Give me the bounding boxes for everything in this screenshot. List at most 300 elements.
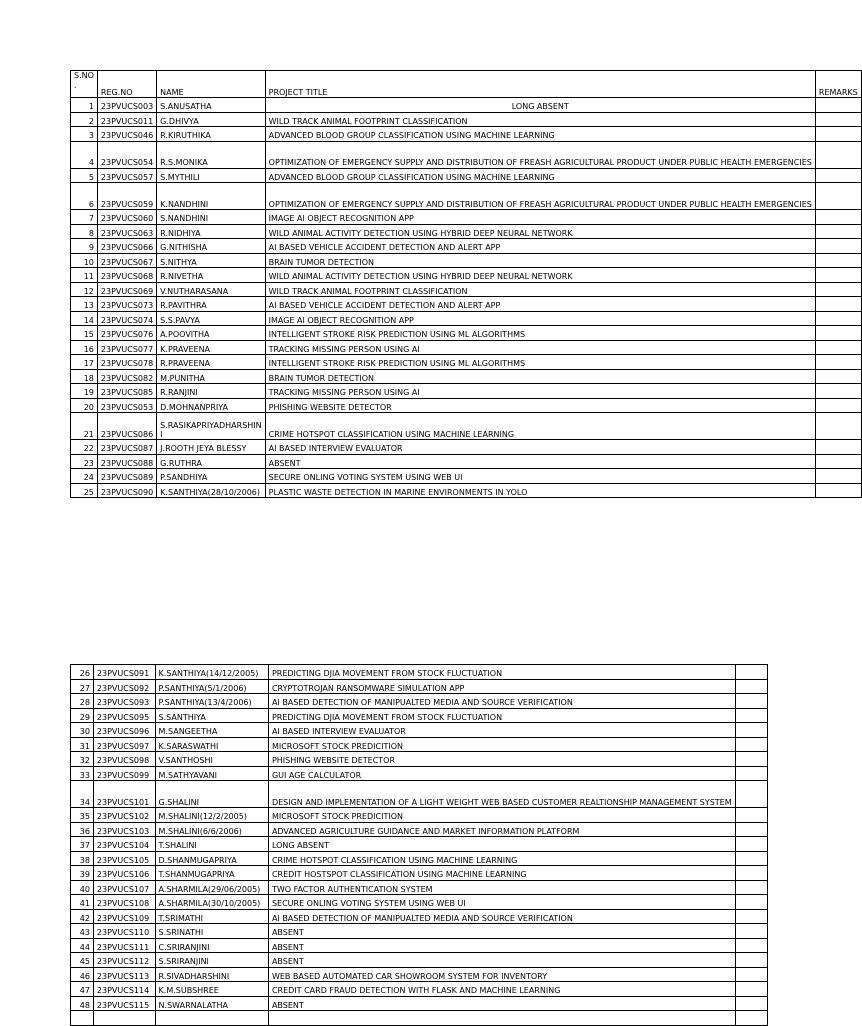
- cell-project-title: WILD TRACK ANIMAL FOOTPRINT CLASSIFICATION: [265, 112, 815, 127]
- cell-remarks: [735, 808, 767, 823]
- cell-project-title: TRACKING MISSING PERSON USING AI: [265, 384, 815, 399]
- cell-name: [155, 1011, 268, 1026]
- cell-name: R.NIVETHA: [157, 268, 265, 283]
- header-project-title: PROJECT TITLE: [265, 71, 815, 98]
- cell-sno: 21: [71, 413, 98, 440]
- table-row: [71, 398, 862, 413]
- cell-project-title: LONG ABSENT: [265, 98, 815, 113]
- table-row: [71, 880, 768, 895]
- cell-remarks: [815, 297, 861, 312]
- cell-project-title: ADVANCED AGRICULTURE GUIDANCE AND MARKET INFORMATION PLATFORM: [268, 822, 735, 837]
- cell-name: M.PUNITHA: [157, 369, 265, 384]
- table-header-row: [71, 71, 862, 98]
- cell-remarks: [735, 938, 767, 953]
- cell-regno: 23PVUCS103: [93, 822, 155, 837]
- cell-regno: 23PVUCS076: [97, 326, 156, 341]
- cell-regno: 23PVUCS090: [97, 483, 156, 498]
- cell-regno: 23PVUCS106: [93, 866, 155, 881]
- cell-remarks: [735, 723, 767, 738]
- cell-remarks: [815, 483, 861, 498]
- cell-regno: 23PVUCS054: [97, 141, 156, 168]
- cell-remarks: [815, 168, 861, 183]
- table-row: [71, 384, 862, 399]
- cell-regno: 23PVUCS092: [93, 679, 155, 694]
- table-row: [71, 752, 768, 767]
- cell-name: G.DHIVYA: [157, 112, 265, 127]
- cell-project-title: ABSENT: [268, 996, 735, 1011]
- cell-name: S.MYTHILI: [157, 168, 265, 183]
- cell-sno: 7: [71, 210, 98, 225]
- table-row: [71, 340, 862, 355]
- cell-remarks: [815, 355, 861, 370]
- cell-remarks: [735, 895, 767, 910]
- cell-regno: 23PVUCS104: [93, 837, 155, 852]
- cell-sno: 33: [71, 766, 94, 781]
- cell-regno: 23PVUCS089: [97, 469, 156, 484]
- cell-regno: [93, 1011, 155, 1026]
- table-row: [71, 924, 768, 939]
- cell-regno: 23PVUCS082: [97, 369, 156, 384]
- cell-name: R.NIDHIYA: [157, 224, 265, 239]
- cell-project-title: MICROSOFT STOCK PREDICITION: [268, 737, 735, 752]
- cell-remarks: [735, 708, 767, 723]
- cell-regno: 23PVUCS078: [97, 355, 156, 370]
- cell-regno: 23PVUCS060: [97, 210, 156, 225]
- cell-remarks: [815, 326, 861, 341]
- cell-remarks: [815, 98, 861, 113]
- cell-remarks: [815, 454, 861, 469]
- cell-sno: 5: [71, 168, 98, 183]
- cell-regno: 23PVUCS003: [97, 98, 156, 113]
- cell-sno: 36: [71, 822, 94, 837]
- cell-remarks: [815, 469, 861, 484]
- cell-remarks: [815, 384, 861, 399]
- table-row: [71, 355, 862, 370]
- table-row: [71, 967, 768, 982]
- cell-sno: 8: [71, 224, 98, 239]
- cell-project-title: AI BASED INTERVIEW EVALUATOR: [268, 723, 735, 738]
- cell-regno: 23PVUCS086: [97, 413, 156, 440]
- cell-regno: 23PVUCS057: [97, 168, 156, 183]
- cell-sno: 17: [71, 355, 98, 370]
- cell-name: S.SANTHIYA: [155, 708, 268, 723]
- cell-sno: 13: [71, 297, 98, 312]
- cell-sno: 10: [71, 253, 98, 268]
- cell-name: S.S.PAVYA: [157, 311, 265, 326]
- table-row: [71, 953, 768, 968]
- table-row: [71, 469, 862, 484]
- project-table-part-1: [70, 70, 862, 498]
- header-sno: S.NO .: [71, 71, 98, 98]
- cell-remarks: [815, 141, 861, 168]
- cell-remarks: [815, 224, 861, 239]
- cell-project-title: WEB BASED AUTOMATED CAR SHOWROOM SYSTEM FOR INVENTORY: [268, 967, 735, 982]
- cell-project-title: ABSENT: [268, 938, 735, 953]
- cell-sno: 35: [71, 808, 94, 823]
- cell-remarks: [735, 996, 767, 1011]
- cell-name: V.NUTHARASANA: [157, 282, 265, 297]
- cell-name: P.SANDHIYA: [157, 469, 265, 484]
- cell-regno: 23PVUCS077: [97, 340, 156, 355]
- cell-project-title: AI BASED VEHICLE ACCIDENT DETECTION AND ALERT APP: [265, 297, 815, 312]
- cell-regno: 23PVUCS069: [97, 282, 156, 297]
- table-row: [71, 851, 768, 866]
- cell-remarks: [735, 837, 767, 852]
- cell-sno: 14: [71, 311, 98, 326]
- cell-remarks: [815, 282, 861, 297]
- cell-remarks: [815, 440, 861, 455]
- table-row: [71, 679, 768, 694]
- cell-name: C.SRIRANJINI: [155, 938, 268, 953]
- cell-name: R.KIRUTHIKA: [157, 127, 265, 142]
- cell-project-title: [268, 1011, 735, 1026]
- cell-regno: 23PVUCS093: [93, 694, 155, 709]
- cell-sno: 43: [71, 924, 94, 939]
- cell-name: K.SARASWATHI: [155, 737, 268, 752]
- cell-project-title: ABSENT: [265, 454, 815, 469]
- cell-remarks: [735, 781, 767, 808]
- cell-name: S.NANDHINI: [157, 210, 265, 225]
- cell-regno: 23PVUCS105: [93, 851, 155, 866]
- cell-regno: 23PVUCS098: [93, 752, 155, 767]
- cell-regno: 23PVUCS059: [97, 183, 156, 210]
- project-table-part-2: [70, 664, 768, 1026]
- cell-sno: 15: [71, 326, 98, 341]
- cell-name: D.SHANMUGAPRIYA: [155, 851, 268, 866]
- cell-project-title: IMAGE AI OBJECT RECOGNITION APP: [265, 210, 815, 225]
- cell-regno: 23PVUCS102: [93, 808, 155, 823]
- cell-name: T.SRIMATHI: [155, 909, 268, 924]
- cell-regno: 23PVUCS053: [97, 398, 156, 413]
- cell-remarks: [815, 268, 861, 283]
- cell-regno: 23PVUCS113: [93, 967, 155, 982]
- cell-sno: 44: [71, 938, 94, 953]
- table-row: [71, 781, 768, 808]
- cell-regno: 23PVUCS109: [93, 909, 155, 924]
- cell-remarks: [815, 210, 861, 225]
- cell-project-title: LONG ABSENT: [268, 837, 735, 852]
- table-row: [71, 996, 768, 1011]
- cell-regno: 23PVUCS066: [97, 239, 156, 254]
- table-row: [71, 210, 862, 225]
- table-row: [71, 440, 862, 455]
- cell-project-title: PHISHING WEBSITE DETECTOR: [265, 398, 815, 413]
- table-row: [71, 282, 862, 297]
- cell-regno: 23PVUCS087: [97, 440, 156, 455]
- cell-sno: 31: [71, 737, 94, 752]
- cell-sno: 12: [71, 282, 98, 297]
- cell-regno: 23PVUCS046: [97, 127, 156, 142]
- cell-project-title: DESIGN AND IMPLEMENTATION OF A LIGHT WEIGHT WEB BASED CUSTOMER REALTIONSHIP MANAGEMENT SYSTEM: [268, 781, 735, 808]
- cell-sno: 40: [71, 880, 94, 895]
- cell-name: A.POOVITHA: [157, 326, 265, 341]
- cell-regno: 23PVUCS110: [93, 924, 155, 939]
- cell-project-title: BRAIN TUMOR DETECTION: [265, 369, 815, 384]
- table-row: [71, 723, 768, 738]
- table-row: [71, 98, 862, 113]
- cell-remarks: [735, 665, 767, 680]
- cell-remarks: [815, 369, 861, 384]
- cell-name: M.SHALINI(6/6/2006): [155, 822, 268, 837]
- cell-sno: 26: [71, 665, 94, 680]
- cell-name: T.SHALINI: [155, 837, 268, 852]
- cell-name: T.SHANMUGAPRIYA: [155, 866, 268, 881]
- cell-sno: 30: [71, 723, 94, 738]
- cell-sno: 19: [71, 384, 98, 399]
- cell-project-title: INTELLIGENT STROKE RISK PREDICTION USING ML ALGORITHMS: [265, 355, 815, 370]
- cell-regno: 23PVUCS112: [93, 953, 155, 968]
- cell-name: R.RANJINI: [157, 384, 265, 399]
- cell-remarks: [815, 127, 861, 142]
- cell-regno: 23PVUCS091: [93, 665, 155, 680]
- cell-project-title: OPTIMIZATION OF EMERGENCY SUPPLY AND DISTRIBUTION OF FREASH AGRICULTURAL PRODUCT UNDER PUBLIC HEALTH EMERGENCIES: [265, 183, 815, 210]
- table-row: [71, 112, 862, 127]
- cell-sno: 25: [71, 483, 98, 498]
- cell-project-title: TRACKING MISSING PERSON USING AI: [265, 340, 815, 355]
- cell-project-title: CRYPTOTROJAN RANSOMWARE SIMULATION APP: [268, 679, 735, 694]
- table-row: [71, 909, 768, 924]
- table-row: [71, 297, 862, 312]
- cell-name: S.SRIRANJINI: [155, 953, 268, 968]
- cell-project-title: OPTIMIZATION OF EMERGENCY SUPPLY AND DISTRIBUTION OF FREASH AGRICULTURAL PRODUCT UNDER PUBLIC HEALTH EMERGENCIES: [265, 141, 815, 168]
- table-row: [71, 694, 768, 709]
- cell-remarks: [815, 112, 861, 127]
- table-row: [71, 413, 862, 440]
- cell-sno: 11: [71, 268, 98, 283]
- cell-remarks: [815, 340, 861, 355]
- cell-project-title: IMAGE AI OBJECT RECOGNITION APP: [265, 311, 815, 326]
- cell-sno: 28: [71, 694, 94, 709]
- cell-name: M.SATHYAVANI: [155, 766, 268, 781]
- cell-name: M.SHALINI(12/2/2005): [155, 808, 268, 823]
- table-row: [71, 708, 768, 723]
- cell-name: R.SIVADHARSHINI: [155, 967, 268, 982]
- cell-remarks: [815, 253, 861, 268]
- cell-sno: 9: [71, 239, 98, 254]
- cell-name: D.MOHNANPRIYA: [157, 398, 265, 413]
- table-row: [71, 168, 862, 183]
- cell-regno: 23PVUCS067: [97, 253, 156, 268]
- table-row: [71, 311, 862, 326]
- cell-regno: 23PVUCS097: [93, 737, 155, 752]
- table-row: [71, 938, 768, 953]
- cell-name: A.SHARMILA(29/06/2005): [155, 880, 268, 895]
- cell-remarks: [735, 866, 767, 881]
- cell-sno: 23: [71, 454, 98, 469]
- cell-sno: 47: [71, 982, 94, 997]
- cell-name: K.M.SUBSHREE: [155, 982, 268, 997]
- cell-sno: 20: [71, 398, 98, 413]
- cell-remarks: [735, 851, 767, 866]
- cell-project-title: ADVANCED BLOOD GROUP CLASSIFICATION USING MACHINE LEARNING: [265, 127, 815, 142]
- cell-sno: 6: [71, 183, 98, 210]
- table-row: [71, 141, 862, 168]
- cell-sno: 34: [71, 781, 94, 808]
- cell-sno: [71, 1011, 94, 1026]
- table-row: [71, 737, 768, 752]
- cell-project-title: WILD TRACK ANIMAL FOOTPRINT CLASSIFICATION: [265, 282, 815, 297]
- cell-project-title: ABSENT: [268, 953, 735, 968]
- cell-project-title: CREDIT CARD FRAUD DETECTION WITH FLASK AND MACHINE LEARNING: [268, 982, 735, 997]
- cell-name: R.PRAVEENA: [157, 355, 265, 370]
- cell-name: S.NITHYA: [157, 253, 265, 268]
- cell-sno: 45: [71, 953, 94, 968]
- cell-name: A.SHARMILA(30/10/2005): [155, 895, 268, 910]
- cell-name: S.RASIKAPRIYADHARSHIN I: [157, 413, 265, 440]
- cell-name: P.SANTHIYA(5/1/2006): [155, 679, 268, 694]
- cell-regno: 23PVUCS115: [93, 996, 155, 1011]
- cell-name: K.NANDHINI: [157, 183, 265, 210]
- cell-remarks: [735, 737, 767, 752]
- cell-sno: 41: [71, 895, 94, 910]
- cell-sno: 48: [71, 996, 94, 1011]
- cell-sno: 29: [71, 708, 94, 723]
- cell-regno: 23PVUCS011: [97, 112, 156, 127]
- cell-name: N.SWARNALATHA: [155, 996, 268, 1011]
- cell-project-title: ABSENT: [268, 924, 735, 939]
- cell-project-title: AI BASED INTERVIEW EVALUATOR: [265, 440, 815, 455]
- cell-sno: 37: [71, 837, 94, 852]
- cell-remarks: [735, 679, 767, 694]
- cell-remarks: [815, 183, 861, 210]
- table-row: [71, 369, 862, 384]
- cell-project-title: MICROSOFT STOCK PREDICITION: [268, 808, 735, 823]
- cell-sno: 2: [71, 112, 98, 127]
- table-row: [71, 239, 862, 254]
- cell-name: K.PRAVEENA: [157, 340, 265, 355]
- cell-regno: 23PVUCS068: [97, 268, 156, 283]
- cell-regno: 23PVUCS073: [97, 297, 156, 312]
- cell-regno: 23PVUCS114: [93, 982, 155, 997]
- cell-remarks: [735, 982, 767, 997]
- cell-name: K.SANTHIYA(14/12/2005): [155, 665, 268, 680]
- cell-project-title: SECURE ONLING VOTING SYSTEM USING WEB UI: [268, 895, 735, 910]
- cell-project-title: CRIME HOTSPOT CLASSIFICATION USING MACHINE LEARNING: [265, 413, 815, 440]
- cell-remarks: [735, 953, 767, 968]
- cell-remarks: [735, 822, 767, 837]
- cell-project-title: PREDICTING DJIA MOVEMENT FROM STOCK FLUCTUATION: [268, 665, 735, 680]
- header-regno: REG.NO: [97, 71, 156, 98]
- cell-remarks: [735, 880, 767, 895]
- cell-project-title: CRIME HOTSPOT CLASSIFICATION USING MACHINE LEARNING: [268, 851, 735, 866]
- cell-project-title: GUI AGE CALCULATOR: [268, 766, 735, 781]
- cell-name: R.S.MONIKA: [157, 141, 265, 168]
- table-row: [71, 224, 862, 239]
- cell-project-title: TWO FACTOR AUTHENTICATION SYSTEM: [268, 880, 735, 895]
- cell-remarks: [735, 766, 767, 781]
- cell-project-title: WILD ANIMAL ACTIVITY DETECTION USING HYBRID DEEP NEURAL NETWORK: [265, 224, 815, 239]
- table-row: [71, 183, 862, 210]
- cell-sno: 42: [71, 909, 94, 924]
- cell-project-title: AI BASED DETECTION OF MANIPUALTED MEDIA AND SOURCE VERIFICATION: [268, 694, 735, 709]
- cell-regno: 23PVUCS099: [93, 766, 155, 781]
- cell-project-title: AI BASED DETECTION OF MANIPUALTED MEDIA AND SOURCE VERIFICATION: [268, 909, 735, 924]
- cell-regno: 23PVUCS101: [93, 781, 155, 808]
- table-row: [71, 665, 768, 680]
- cell-project-title: PREDICTING DJIA MOVEMENT FROM STOCK FLUCTUATION: [268, 708, 735, 723]
- cell-sno: 24: [71, 469, 98, 484]
- cell-sno: 27: [71, 679, 94, 694]
- table-row: [71, 454, 862, 469]
- cell-sno: 16: [71, 340, 98, 355]
- cell-regno: 23PVUCS096: [93, 723, 155, 738]
- cell-sno: 46: [71, 967, 94, 982]
- cell-project-title: WILD ANIMAL ACTIVITY DETECTION USING HYBRID DEEP NEURAL NETWORK: [265, 268, 815, 283]
- cell-name: M.SANGEETHA: [155, 723, 268, 738]
- cell-name: V.SANTHOSHI: [155, 752, 268, 767]
- cell-name: J.ROOTH JEYA BLESSY: [157, 440, 265, 455]
- cell-regno: 23PVUCS108: [93, 895, 155, 910]
- cell-remarks: [815, 398, 861, 413]
- cell-name: R.PAVITHRA: [157, 297, 265, 312]
- cell-regno: 23PVUCS088: [97, 454, 156, 469]
- cell-project-title: INTELLIGENT STROKE RISK PREDICTION USING ML ALGORITHMS: [265, 326, 815, 341]
- cell-regno: 23PVUCS107: [93, 880, 155, 895]
- cell-sno: 3: [71, 127, 98, 142]
- cell-sno: 1: [71, 98, 98, 113]
- cell-name: G.SHALINI: [155, 781, 268, 808]
- cell-project-title: PHISHING WEBSITE DETECTOR: [268, 752, 735, 767]
- cell-regno: 23PVUCS074: [97, 311, 156, 326]
- table-row: [71, 895, 768, 910]
- cell-remarks: [735, 694, 767, 709]
- table-row: [71, 253, 862, 268]
- cell-project-title: CREDIT HOSTSPOT CLASSIFICATION USING MACHINE LEARNING: [268, 866, 735, 881]
- cell-name: G.NITHISHA: [157, 239, 265, 254]
- header-name: NAME: [157, 71, 265, 98]
- cell-remarks: [735, 1011, 767, 1026]
- cell-project-title: ADVANCED BLOOD GROUP CLASSIFICATION USING MACHINE LEARNING: [265, 168, 815, 183]
- cell-remarks: [735, 924, 767, 939]
- table-row: [71, 766, 768, 781]
- cell-regno: 23PVUCS095: [93, 708, 155, 723]
- cell-remarks: [815, 413, 861, 440]
- cell-remarks: [735, 967, 767, 982]
- table-row: [71, 1011, 768, 1026]
- header-remarks: REMARKS: [815, 71, 861, 98]
- cell-regno: 23PVUCS111: [93, 938, 155, 953]
- cell-sno: 18: [71, 369, 98, 384]
- cell-name: S.ANUSATHA: [157, 98, 265, 113]
- cell-project-title: PLASTIC WASTE DETECTION IN MARINE ENVIRONMENTS IN YOLO: [265, 483, 815, 498]
- cell-name: S.SRINATHI: [155, 924, 268, 939]
- cell-name: G.RUTHRA: [157, 454, 265, 469]
- cell-remarks: [815, 311, 861, 326]
- table-row: [71, 866, 768, 881]
- cell-sno: 4: [71, 141, 98, 168]
- cell-project-title: AI BASED VEHICLE ACCIDENT DETECTION AND ALERT APP: [265, 239, 815, 254]
- cell-name: P.SANTHIYA(13/4/2006): [155, 694, 268, 709]
- table-row: [71, 822, 768, 837]
- cell-remarks: [815, 239, 861, 254]
- cell-project-title: BRAIN TUMOR DETECTION: [265, 253, 815, 268]
- cell-sno: 39: [71, 866, 94, 881]
- table-row: [71, 982, 768, 997]
- cell-regno: 23PVUCS063: [97, 224, 156, 239]
- cell-sno: 22: [71, 440, 98, 455]
- cell-project-title: SECURE ONLING VOTING SYSTEM USING WEB UI: [265, 469, 815, 484]
- cell-sno: 32: [71, 752, 94, 767]
- cell-name: K.SANTHIYA(28/10/2006): [157, 483, 265, 498]
- table-row: [71, 837, 768, 852]
- table-row: [71, 268, 862, 283]
- cell-remarks: [735, 752, 767, 767]
- cell-remarks: [735, 909, 767, 924]
- cell-regno: 23PVUCS085: [97, 384, 156, 399]
- table-row: [71, 127, 862, 142]
- cell-sno: 38: [71, 851, 94, 866]
- table-row: [71, 808, 768, 823]
